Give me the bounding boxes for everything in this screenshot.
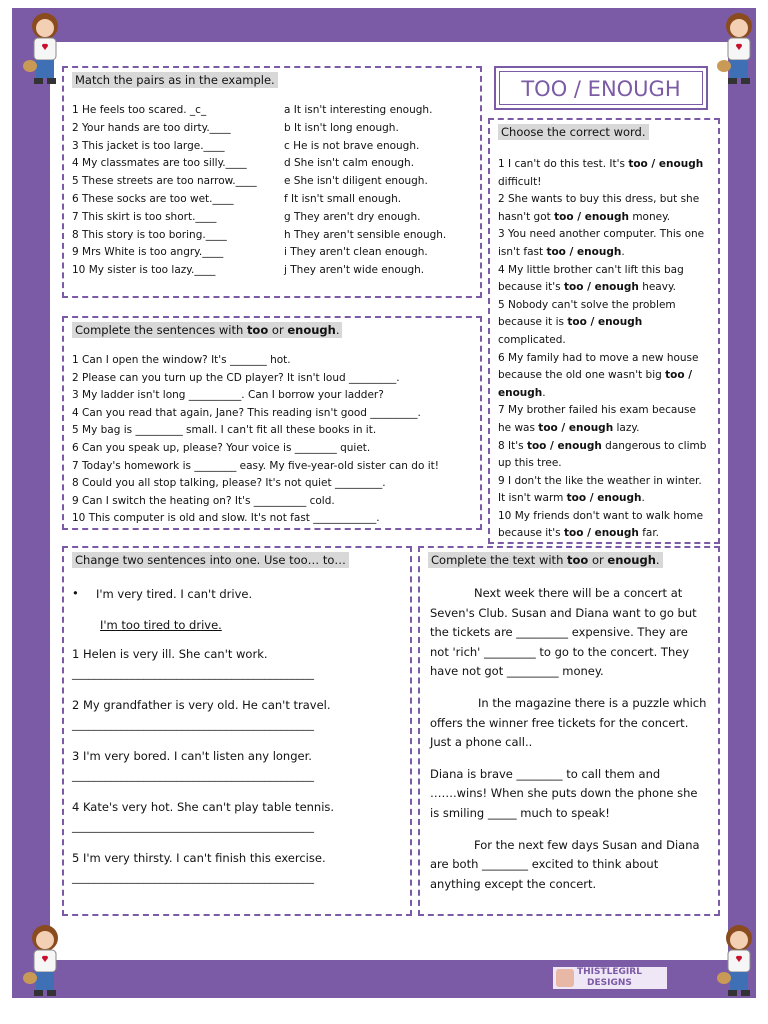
match-exercise bbox=[62, 66, 482, 298]
too-enough-choice[interactable]: too / enough bbox=[554, 210, 629, 223]
story-paragraph-4: For the next few days Susan and Diana are both ________ excited to think about anything except the concert. bbox=[430, 837, 700, 891]
worksheet-title-box bbox=[494, 66, 708, 110]
too-enough-choice[interactable]: too / enough bbox=[566, 492, 642, 505]
text-heading: Complete the text with too or enough. bbox=[428, 552, 663, 568]
match-right-item: g They aren't dry enough. bbox=[284, 210, 421, 223]
complete-sentence: 5 My bag is _________ small. I can't fit all these books in it. bbox=[72, 424, 377, 437]
complete-sentences-exercise bbox=[62, 316, 482, 530]
too-enough-choice[interactable]: too / enough bbox=[538, 421, 614, 434]
story-paragraph-3: Diana is brave ________ to call them and …….wins! When she puts down the phone she is smiling _____ much to speak! bbox=[430, 766, 698, 820]
choose-item: 9 I don't the like the weather in winter. It isn't warm too / enough. bbox=[498, 474, 702, 505]
match-right-item: h They aren't sensible enough. bbox=[284, 228, 447, 241]
girl-illustration-bottom-right bbox=[716, 922, 762, 1000]
match-left-item: 3 This jacket is too large.____ bbox=[72, 139, 225, 152]
choose-item: 3 You need another computer. This one isn't fast too / enough. bbox=[498, 228, 705, 258]
story-text bbox=[430, 584, 710, 894]
change-sentences-exercise bbox=[62, 546, 412, 916]
answer-line[interactable]: ____________________________________________ bbox=[72, 820, 314, 833]
girl-illustration-bottom-left bbox=[22, 922, 68, 1000]
change-heading: Change two sentences into one. Use too… to… bbox=[72, 552, 349, 568]
complete-sentence: 8 Could you all stop talking, please? It's not quiet _________. bbox=[72, 477, 386, 490]
choose-item: 7 My brother failed his exam because he was too / enough lazy. bbox=[498, 404, 696, 434]
example-sentence: I'm very tired. I can't drive. bbox=[96, 587, 253, 601]
match-left-item: 9 Mrs White is too angry.____ bbox=[72, 246, 224, 259]
choose-correct-word-exercise bbox=[488, 118, 720, 544]
too-enough-choice[interactable]: too / enough bbox=[563, 281, 639, 294]
choose-heading: Choose the correct word. bbox=[498, 124, 649, 140]
complete-sentence: 9 Can I switch the heating on? It's __________ cold. bbox=[72, 494, 335, 507]
logo-line-2: DESIGNS bbox=[587, 978, 632, 988]
too-enough-choice[interactable]: too / enough bbox=[628, 158, 704, 170]
match-right-item: i They aren't clean enough. bbox=[284, 246, 428, 259]
choose-item: 10 My friends don't want to walk home because it's too / enough far. bbox=[498, 509, 704, 540]
match-left-item: 1 He feels too scared. _c_ bbox=[72, 104, 207, 116]
match-right-item: a It isn't interesting enough. bbox=[284, 104, 433, 116]
too-enough-choice[interactable]: too / enough bbox=[567, 316, 643, 329]
too-enough-choice[interactable]: too / enough bbox=[498, 369, 693, 399]
match-left-item: 6 These socks are too wet.____ bbox=[72, 193, 234, 205]
match-left-item: 8 This story is too boring.____ bbox=[72, 228, 227, 241]
change-sentence: 3 I'm very bored. I can't listen any longer. bbox=[72, 749, 312, 763]
answer-line[interactable]: ____________________________________________ bbox=[72, 769, 314, 782]
match-right-item: j They aren't wide enough. bbox=[284, 264, 425, 277]
match-right-item: c He is not brave enough. bbox=[284, 139, 420, 152]
match-heading: Match the pairs as in the example. bbox=[72, 72, 278, 88]
choose-item: 6 My family had to move a new house because the old one wasn't big too / enough. bbox=[498, 351, 699, 399]
complete-sentence: 1 Can I open the window? It's _______ hot. bbox=[72, 354, 291, 366]
complete-text-exercise bbox=[418, 546, 720, 916]
match-left-item: 4 My classmates are too silly.____ bbox=[72, 157, 247, 170]
logo-line-1: THISTLEGIRL bbox=[577, 967, 642, 977]
change-sentence: 1 Helen is very ill. She can't work. bbox=[72, 647, 268, 661]
change-sentence: 4 Kate's very hot. She can't play table tennis. bbox=[72, 800, 335, 814]
story-paragraph-2: In the magazine there is a puzzle which offers the winner free tickets for the concert. Just a phone call.. bbox=[430, 695, 707, 750]
complete-sentence: 3 My ladder isn't long __________. Can I borrow your ladder? bbox=[72, 389, 384, 402]
choose-item: 2 She wants to buy this dress, but she hasn't got too / enough money. bbox=[498, 193, 700, 223]
answer-line[interactable]: ____________________________________________ bbox=[72, 871, 314, 884]
choose-item: 4 My little brother can't lift this bag because it's too / enough heavy. bbox=[498, 263, 684, 294]
complete-sentence: 2 Please can you turn up the CD player? It isn't loud _________. bbox=[72, 371, 400, 384]
answer-line[interactable]: ____________________________________________ bbox=[72, 667, 314, 680]
girl-illustration-top-right bbox=[716, 10, 762, 88]
answer-line[interactable]: ____________________________________________ bbox=[72, 718, 314, 731]
story-paragraph-1: Next week there will be a concert at Seven's Club. Susan and Diana want to go but the tickets are _________ expensive. They are not 'rich' _________ to go to the concert. They have not got _________ money. bbox=[430, 586, 697, 679]
example-bullet: • bbox=[72, 586, 79, 600]
complete-sentence: 10 This computer is old and slow. It's not fast ____________. bbox=[72, 512, 380, 525]
choose-item: 8 It's too / enough dangerous to climb up this tree. bbox=[498, 439, 707, 470]
example-answer: I'm too tired to drive. bbox=[100, 618, 222, 632]
complete-sentence: 4 Can you read that again, Jane? This reading isn't good _________. bbox=[72, 406, 421, 419]
match-left-item: 7 This skirt is too short.____ bbox=[72, 210, 217, 223]
worksheet-title: TOO / ENOUGH bbox=[499, 71, 703, 105]
choose-item: 1 I can't do this test. It's too / enough difficult! bbox=[498, 158, 704, 188]
match-right-item: d She isn't calm enough. bbox=[284, 157, 415, 170]
choose-item: 5 Nobody can't solve the problem because it is too / enough complicated. bbox=[498, 298, 676, 346]
too-enough-choice[interactable]: too / enough bbox=[563, 527, 639, 540]
match-right-item: f It isn't small enough. bbox=[284, 193, 402, 205]
change-sentence: 2 My grandfather is very old. He can't travel. bbox=[72, 698, 331, 712]
match-right-item: e She isn't diligent enough. bbox=[284, 175, 428, 188]
complete-sentence: 7 Today's homework is ________ easy. My five-year-old sister can do it! bbox=[72, 459, 439, 472]
match-left-item: 5 These streets are too narrow.____ bbox=[72, 175, 257, 188]
match-left-item: 2 Your hands are too dirty.____ bbox=[72, 121, 231, 134]
match-left-item: 10 My sister is too lazy.____ bbox=[72, 264, 216, 277]
too-enough-choice[interactable]: too / enough bbox=[546, 245, 622, 258]
too-enough-choice[interactable]: too / enough bbox=[526, 439, 602, 452]
logo-face-icon bbox=[556, 969, 574, 987]
change-sentence: 5 I'm very thirsty. I can't finish this exercise. bbox=[72, 851, 326, 865]
thistlegirl-designs-logo bbox=[552, 966, 668, 990]
complete-sentence: 6 Can you speak up, please? Your voice is ________ quiet. bbox=[72, 442, 371, 454]
choose-items bbox=[498, 156, 712, 543]
match-right-item: b It isn't long enough. bbox=[284, 121, 399, 134]
complete-heading: Complete the sentences with too or enough. bbox=[72, 322, 342, 338]
